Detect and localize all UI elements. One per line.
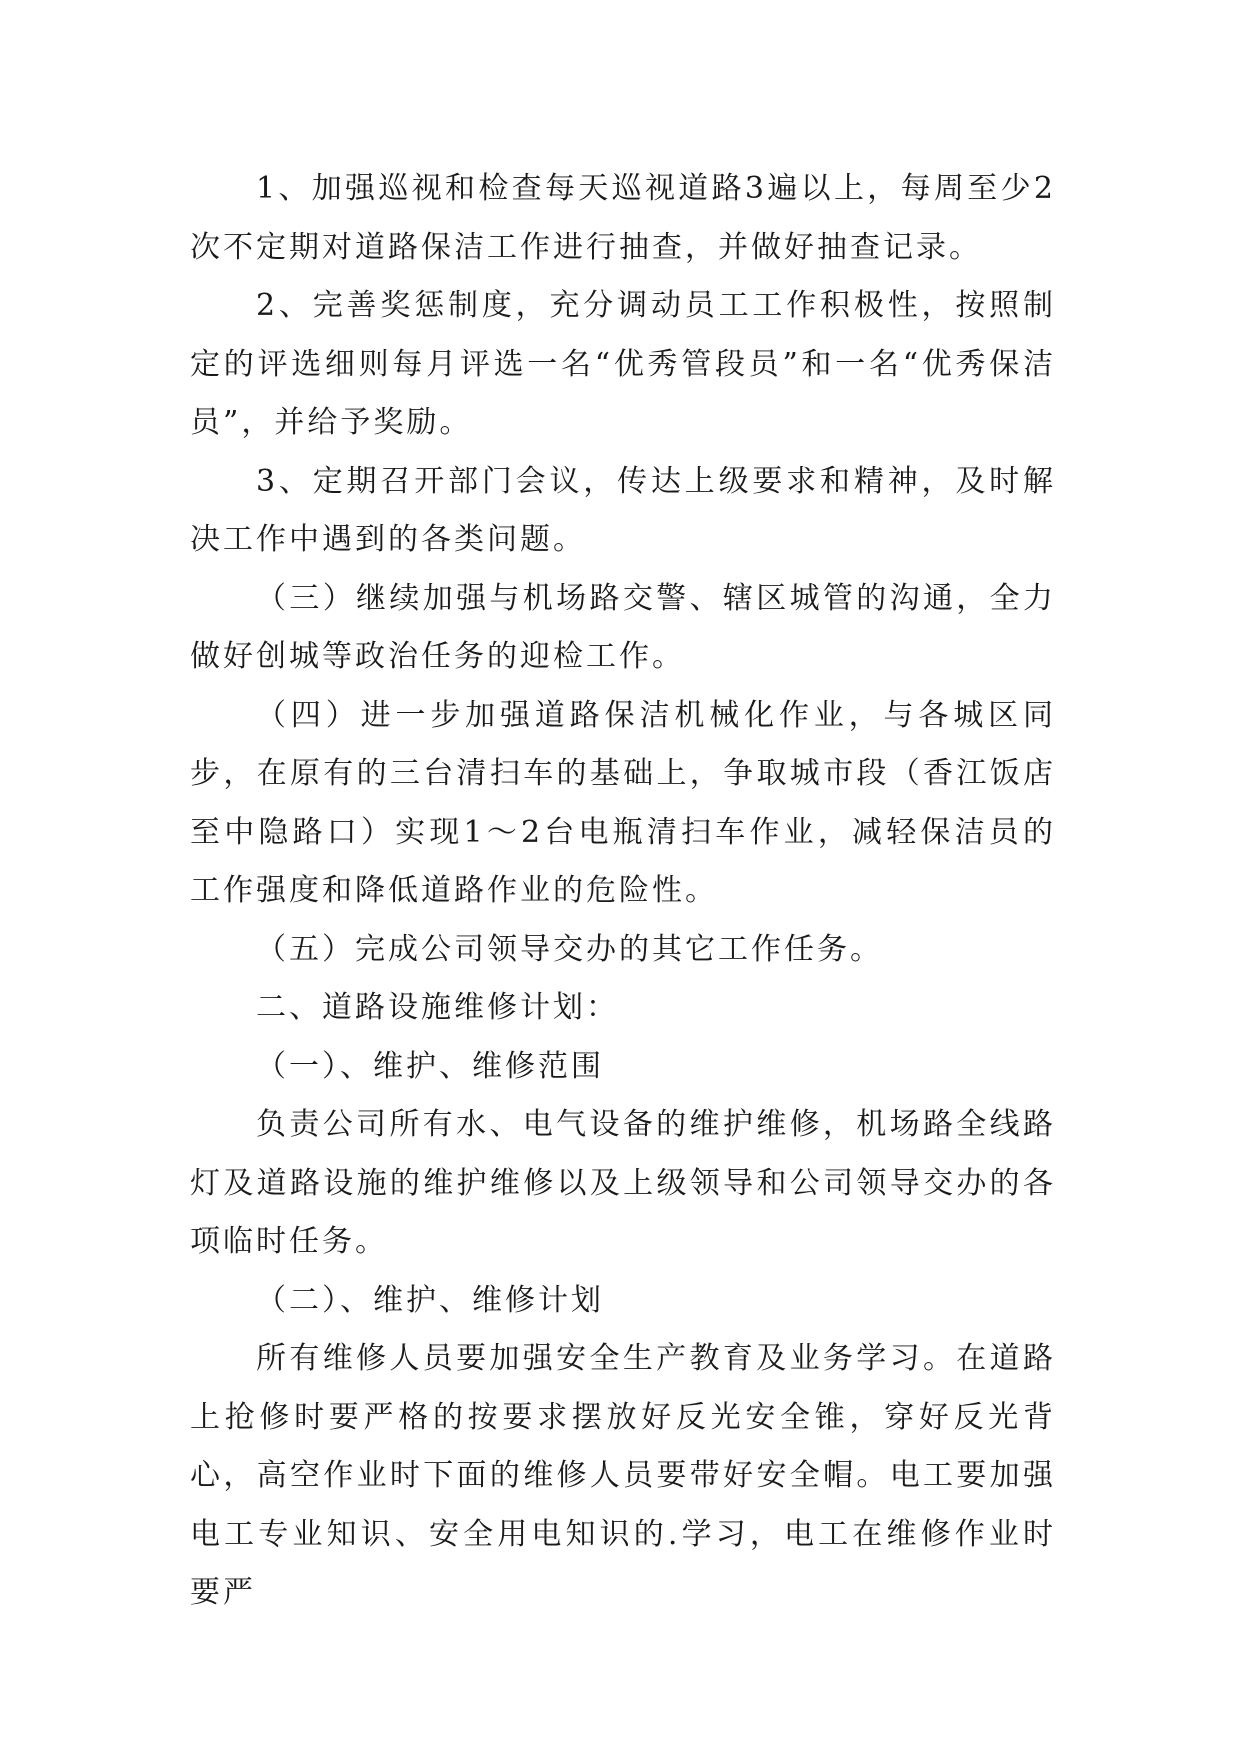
paragraph-mechanization: （四）进一步加强道路保洁机械化作业，与各城区同步，在原有的三台清扫车的基础上，争取城市段（香江饭店至中隐路口）实现1～2台电瓶清扫车作业，减轻保洁员的工作强度和降低道路作业的危险性。 — [190, 697, 1056, 908]
paragraph-inspection: 1、加强巡视和检查每天巡视道路3遍以上，每周至少2次不定期对道路保洁工作进行抽查，并做好抽查记录。 — [190, 171, 1056, 265]
paragraph-meetings: 3、定期召开部门会议，传达上级要求和精神，及时解决工作中遇到的各类问题。 — [190, 463, 1056, 557]
paragraph-coordination: （三）继续加强与机场路交警、辖区城管的沟通，全力做好创城等政治任务的迎检工作。 — [190, 580, 1056, 674]
paragraph-safety: 所有维修人员要加强安全生产教育及业务学习。在道路上抢修时要严格的按要求摆放好反光安全锥，穿好反光背心，高空作业时下面的维修人员要带好安全帽。电工要加强电工专业知识、安全用电知识的.学习，电工在维修作业时要严 — [190, 1341, 1056, 1610]
subheading-scope: （一）、维护、维修范围 — [256, 1048, 604, 1084]
paragraph-other-tasks: （五）完成公司领导交办的其它工作任务。 — [256, 931, 883, 967]
document-body — [190, 160, 1056, 1623]
paragraph-scope: 负责公司所有水、电气设备的维护维修，机场路全线路灯及道路设施的维护维修以及上级领导和公司领导交办的各项临时任务。 — [190, 1107, 1056, 1259]
section-heading-maintenance-plan: 二、道路设施维修计划： — [256, 990, 619, 1025]
paragraph-rewards: 2、完善奖惩制度，充分调动员工工作积极性，按照制定的评选细则每月评选一名“优秀管段员”和一名“优秀保洁员”，并给予奖励。 — [190, 288, 1056, 440]
subheading-plan: （二）、维护、维修计划 — [256, 1282, 604, 1318]
